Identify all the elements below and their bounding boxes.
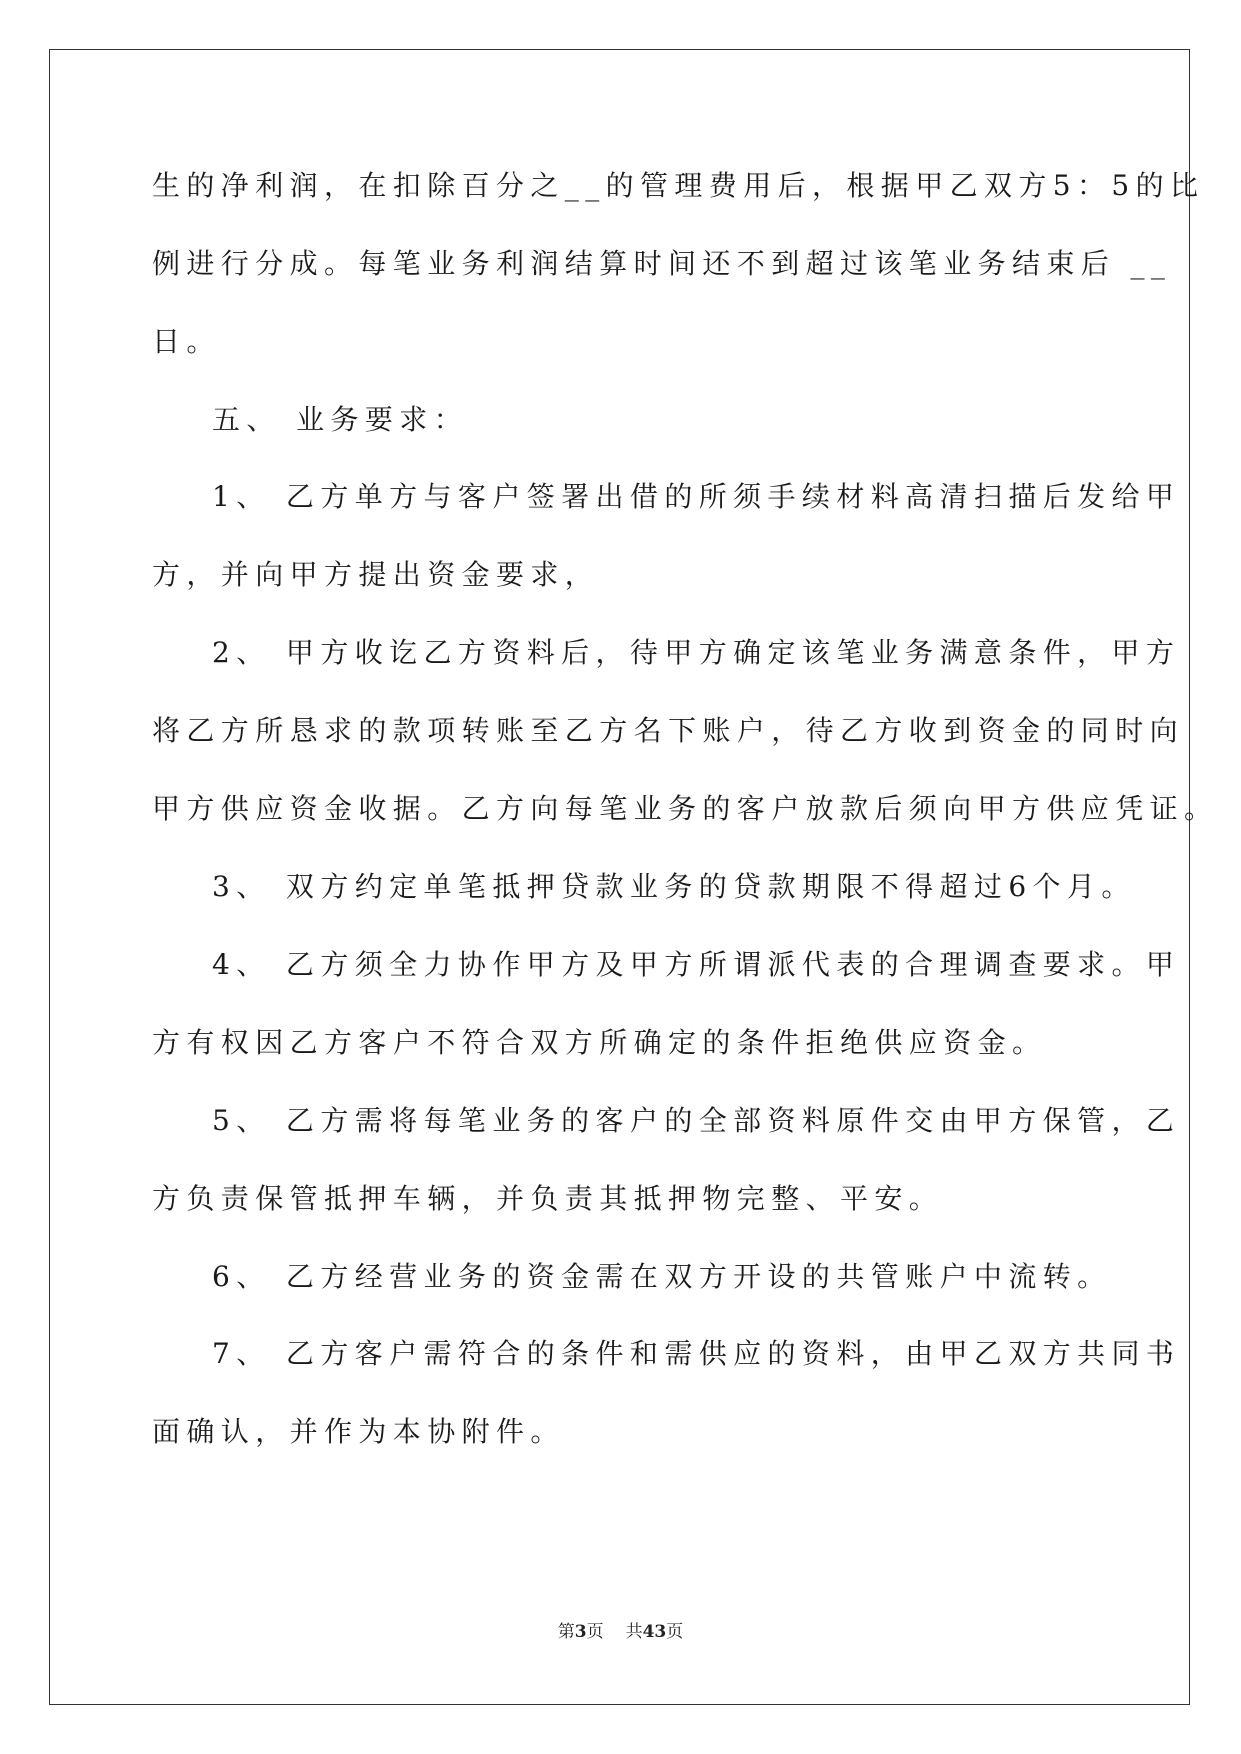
text-line: 日。 [152, 325, 221, 358]
page-number: 3 [574, 1622, 587, 1642]
text-line: 3、 双方约定单笔抵押贷款业务的贷款期限不得超过6个月。 [212, 870, 1136, 903]
text-line: 方，并向甲方提出资金要求， [152, 558, 600, 591]
text-line: 将乙方所恳求的款项转账至乙方名下账户，待乙方收到资金的同时向 [152, 714, 1185, 747]
text-line: 甲方供应资金收据。乙方向每笔业务的客户放款后须向甲方供应凭证。 [152, 792, 1219, 825]
text-line: 6、 乙方经营业务的资金需在双方开设的共管账户中流转。 [212, 1260, 1112, 1293]
text-line: 例进行分成。每笔业务利润结算时间还不到超过该笔业务结束后 __ [152, 247, 1172, 280]
page-footer [0, 1620, 1241, 1644]
section-heading: 五、 业务要求： [212, 403, 469, 436]
text-line: 方负责保管抵押车辆，并负责其抵押物完整、平安。 [152, 1182, 944, 1215]
text-line: 4、 乙方须全力协作甲方及甲方所谓派代表的合理调查要求。甲 [212, 948, 1181, 981]
text-line: 面确认，并作为本协附件。 [152, 1415, 565, 1448]
text-line: 1、 乙方单方与客户签署出借的所须手续材料高清扫描后发给甲 [212, 480, 1181, 513]
text-line: 方有权因乙方客户不符合双方所确定的条件拒绝供应资金。 [152, 1026, 1047, 1059]
total-pages: 43 [642, 1622, 667, 1642]
text-line: 5、 乙方需将每笔业务的客户的全部资料原件交由甲方保管，乙 [212, 1104, 1181, 1137]
page-suffix: 页 [586, 1622, 604, 1642]
text-line: 2、 甲方收讫乙方资料后，待甲方确定该笔业务满意条件，甲方 [212, 636, 1181, 669]
text-line: 生的净利润，在扣除百分之__的管理费用后，根据甲乙双方5：5的比 [152, 169, 1205, 202]
text-line: 7、 乙方客户需符合的条件和需供应的资料，由甲乙双方共同书 [212, 1337, 1181, 1370]
page-prefix: 第 [557, 1622, 575, 1642]
total-prefix: 共 [625, 1622, 643, 1642]
total-suffix: 页 [666, 1622, 684, 1642]
